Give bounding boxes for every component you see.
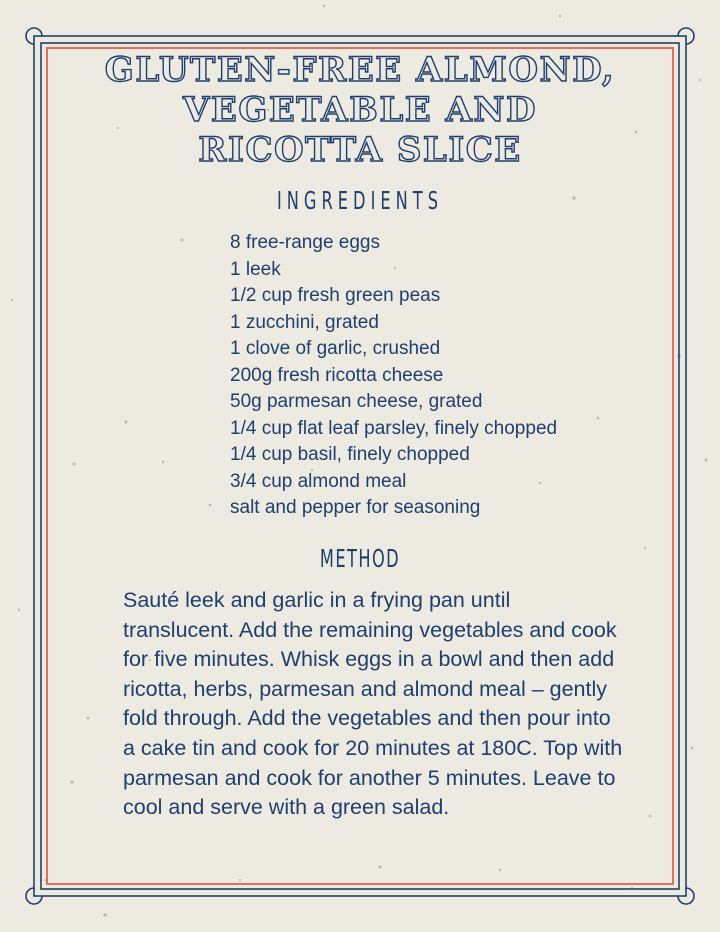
ingredients-heading: INGREDIENTS	[276, 186, 444, 215]
ingredient-item: 1 zucchini, grated	[230, 311, 379, 333]
ingredient-item: 8 free-range eggs	[230, 232, 380, 253]
ingredient-item: 1/2 cup fresh green peas	[230, 285, 441, 306]
ingredient-item: salt and pepper for seasoning	[230, 497, 481, 518]
ingredient-item: 50g parmesan cheese, grated	[230, 391, 483, 412]
title-line: GLUTEN-FREE ALMOND,	[104, 50, 616, 90]
title-line: RICOTTA SLICE	[198, 130, 522, 170]
method-text: Sauté leek and garlic in a frying pan until translucent. Add the remaining vegetables and cook for five minutes. Whisk eggs in a bowl and then add ricotta, herbs, parmesan and almond meal – gently fold through. Add the vegetables and then pour into a cake tin and cook for 20 minutes at 180C. Top with parmesan and cook for another 5 minutes. Leave to cool and serve with a green salad.	[123, 588, 623, 820]
ingredient-item: 1 clove of garlic, crushed	[230, 338, 441, 359]
ingredient-item: 200g fresh ricotta cheese	[230, 364, 444, 386]
ingredients-list	[230, 230, 557, 522]
recipe-title	[60, 50, 660, 170]
ingredient-item: 3/4 cup almond meal	[230, 470, 407, 492]
ingredient-item: 1/4 cup basil, finely chopped	[230, 444, 470, 465]
title-line: VEGETABLE AND	[183, 90, 537, 130]
method-heading: METHOD	[319, 544, 401, 573]
ingredient-item: 1/4 cup flat leaf parsley, finely chopped	[230, 417, 558, 439]
ingredient-item: 1 leek	[230, 258, 281, 280]
